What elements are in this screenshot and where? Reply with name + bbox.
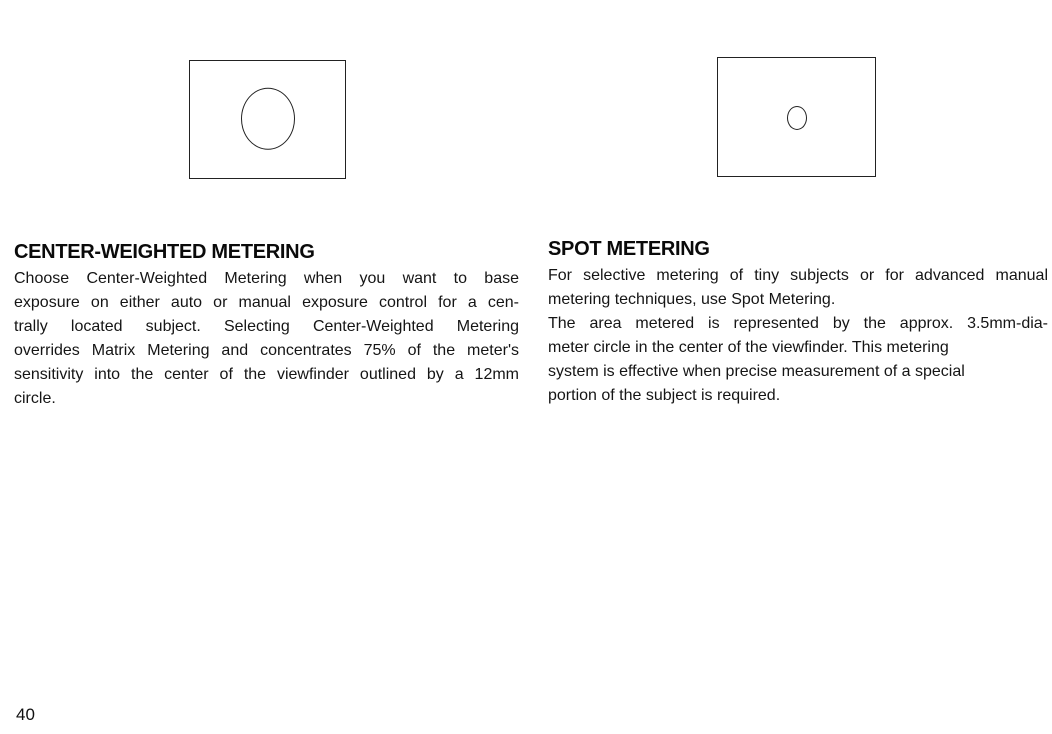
spot-metering-line: system is effective when precise measurement of a special [548, 363, 965, 380]
spot-metering-line: metering techniques, use Spot Metering. [548, 291, 836, 308]
spot-circle [787, 106, 807, 130]
spot-metering-line: For selective metering of tiny subjects or for advanced manual [548, 267, 1048, 284]
spot-viewfinder-diagram [717, 57, 876, 177]
center-weighted-line: sensitivity into the center of the viewfinder outlined by a 12mm [14, 366, 519, 383]
center-weighted-line: exposure on either auto or manual exposure control for a cen- [14, 294, 519, 311]
page-number: 40 [16, 705, 35, 724]
center-weighted-line: trally located subject. Selecting Center-Weighted Metering [14, 318, 519, 335]
center-weighted-line: Choose Center-Weighted Metering when you want to base [14, 270, 519, 287]
spot-metering-line: The area metered is represented by the approx. 3.5mm-dia- [548, 315, 1048, 332]
center-weighted-circle [241, 87, 295, 149]
spot-metering-line: meter circle in the center of the viewfinder. This metering [548, 339, 949, 356]
center-weighted-line: overrides Matrix Metering and concentrates 75% of the meter's [14, 342, 519, 359]
center-weighted-paragraph [14, 267, 519, 411]
center-weighted-viewfinder-diagram [189, 60, 346, 179]
spot-metering-paragraph [548, 264, 1048, 408]
center-weighted-heading: CENTER-WEIGHTED METERING [14, 241, 315, 263]
center-weighted-line: circle. [14, 390, 56, 407]
spot-metering-heading: SPOT METERING [548, 238, 710, 260]
spot-metering-line: portion of the subject is required. [548, 387, 781, 404]
